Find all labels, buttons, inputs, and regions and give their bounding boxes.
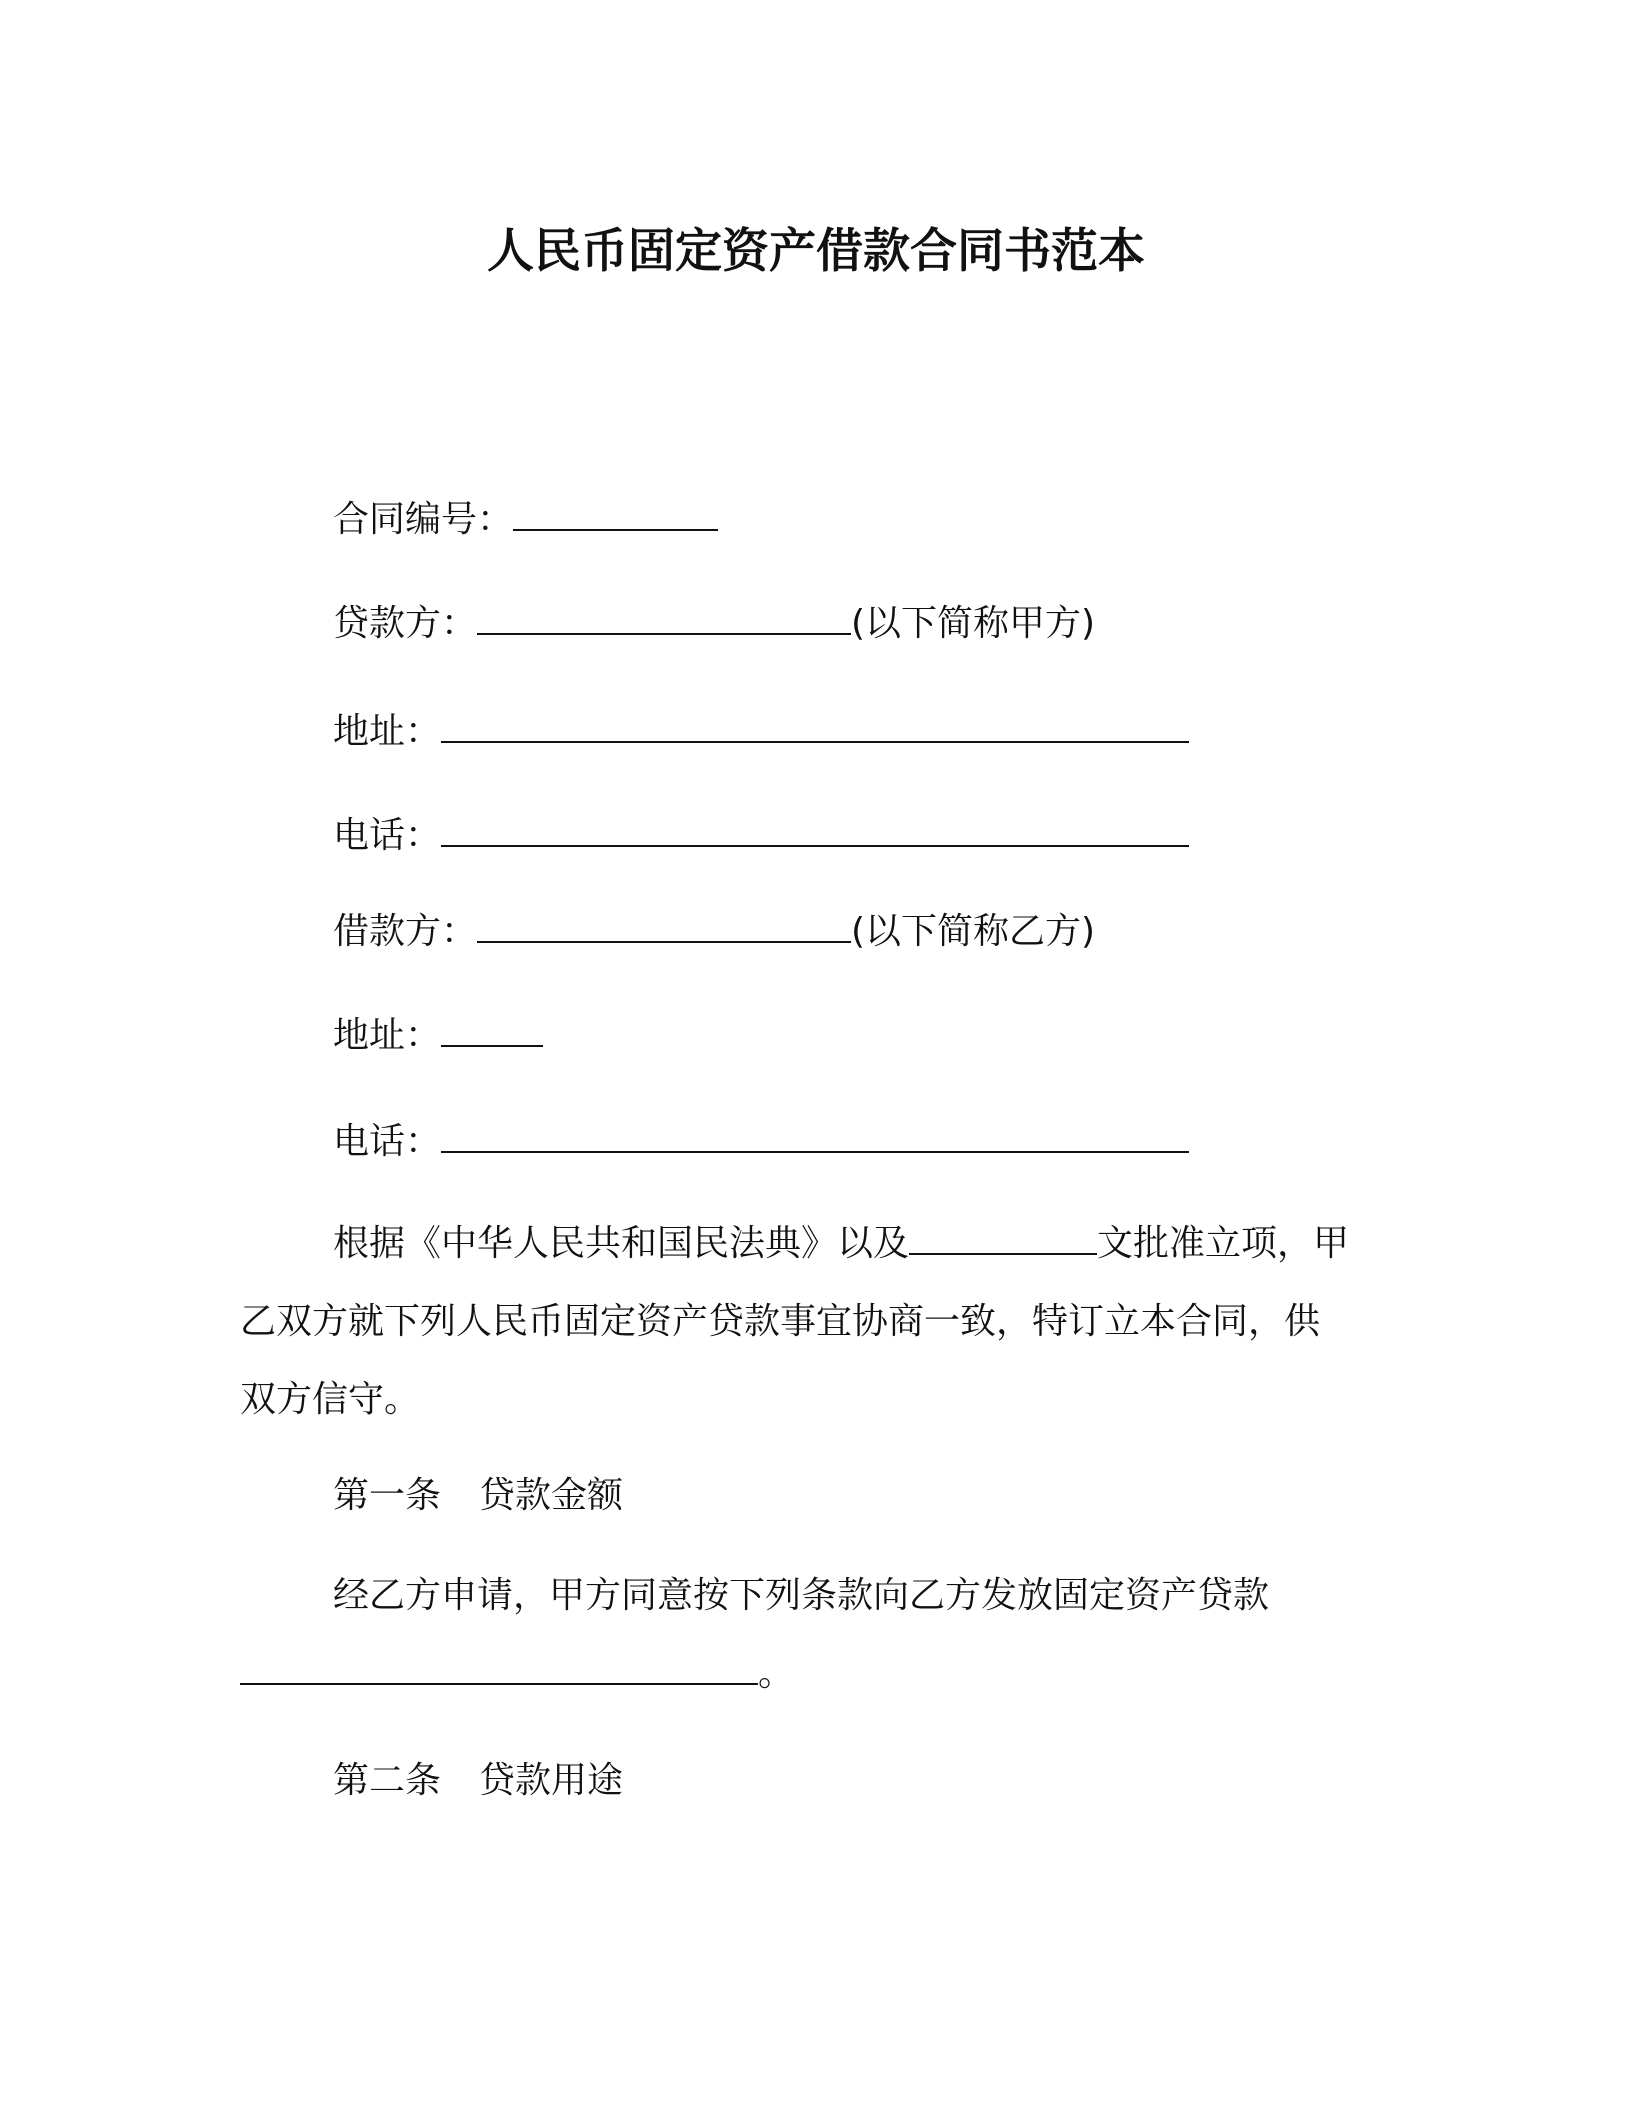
article-2-heading — [333, 1757, 623, 1805]
lender-address-field — [333, 708, 1189, 756]
borrower-address-label: 地址： — [333, 1015, 442, 1056]
article-1-body — [240, 1557, 1395, 1713]
article-2-number: 第二条 — [333, 1760, 442, 1801]
borrower-field — [333, 908, 1095, 956]
borrower-blank[interactable] — [477, 911, 851, 943]
borrower-phone-label: 电话： — [333, 1121, 442, 1162]
article-1-title: 贷款金额 — [479, 1475, 624, 1516]
contract-number-blank[interactable] — [513, 499, 718, 531]
lender-phone-blank[interactable] — [441, 815, 1189, 847]
borrower-suffix: (以下简称乙方) — [851, 911, 1096, 952]
lender-field — [333, 600, 1095, 648]
preamble-line-1 — [240, 1205, 1395, 1283]
lender-label: 贷款方： — [333, 603, 478, 644]
borrower-address-field — [333, 1012, 543, 1060]
lender-phone-label: 电话： — [333, 815, 442, 856]
preamble-line-1-end: 文批准立项，甲 — [1097, 1223, 1350, 1264]
lender-blank[interactable] — [477, 603, 851, 635]
preamble-line-2: 乙双方就下列人民币固定资产贷款事宜协商一致，特订立本合同，供 — [240, 1301, 1321, 1342]
borrower-label: 借款方： — [333, 911, 478, 952]
borrower-address-blank[interactable] — [441, 1015, 543, 1047]
loan-amount-blank[interactable] — [240, 1653, 758, 1685]
contract-number-label: 合同编号： — [333, 499, 514, 540]
article-1-body-line-2 — [240, 1635, 1395, 1713]
borrower-phone-field — [333, 1118, 1189, 1166]
preamble-paragraph — [240, 1205, 1395, 1439]
approval-document-blank[interactable] — [909, 1223, 1097, 1255]
article-2-title: 贷款用途 — [479, 1760, 624, 1801]
lender-suffix: (以下简称甲方) — [851, 603, 1096, 644]
article-1-body-end: 。 — [758, 1653, 795, 1694]
preamble-line-3: 双方信守。 — [240, 1379, 421, 1420]
borrower-phone-blank[interactable] — [441, 1121, 1189, 1153]
contract-number-field — [333, 496, 718, 544]
lender-address-label: 地址： — [333, 711, 442, 752]
article-1-body-line-1: 经乙方申请，甲方同意按下列条款向乙方发放固定资产贷款 — [333, 1575, 1270, 1616]
lender-phone-field — [333, 812, 1189, 860]
article-1-number: 第一条 — [333, 1475, 442, 1516]
preamble-line-1-start: 根据《中华人民共和国民法典》以及 — [333, 1223, 910, 1264]
lender-address-blank[interactable] — [441, 711, 1189, 743]
article-1-heading — [333, 1472, 623, 1520]
document-title: 人民币固定资产借款合同书范本 — [487, 224, 1145, 279]
